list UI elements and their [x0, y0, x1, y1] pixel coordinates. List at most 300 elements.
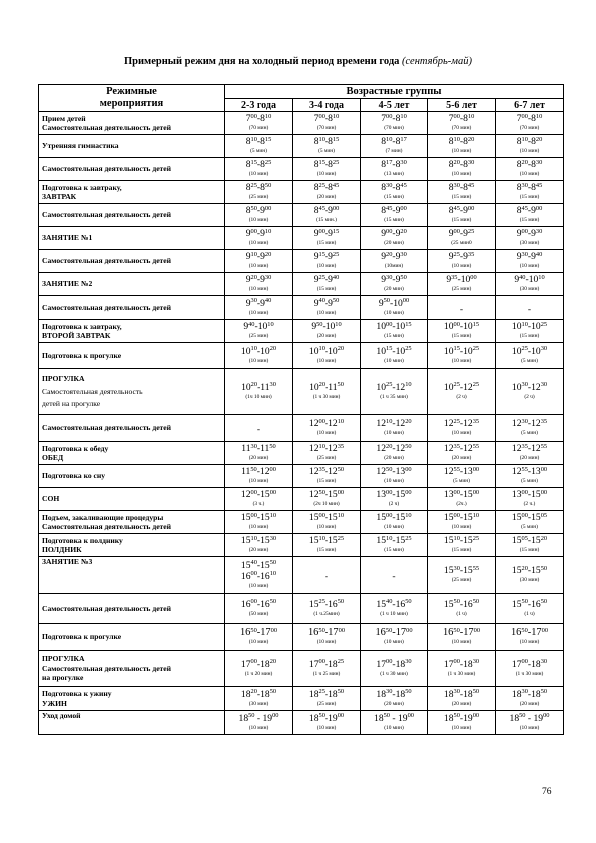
end-hour: 9 — [328, 297, 333, 309]
start-hour: 9 — [448, 251, 454, 263]
end-hour: 9 — [531, 205, 536, 217]
start-hour: 15 — [443, 565, 454, 577]
time-range — [496, 419, 563, 430]
start-minutes: 25 — [250, 181, 257, 189]
activity-cell — [39, 369, 225, 415]
end-hour: 17 — [531, 627, 542, 639]
end-hour: 16 — [328, 598, 338, 610]
end-hour: 8 — [260, 136, 265, 148]
duration-note: (15 мин) — [384, 217, 404, 224]
time-cell — [361, 557, 428, 594]
end-minutes: 50 — [540, 564, 548, 572]
time-range — [361, 206, 427, 217]
time-cell — [225, 135, 293, 158]
duration-note: (10 мин) — [384, 478, 404, 485]
start-minutes: 50 — [453, 626, 460, 634]
time-cell — [293, 158, 361, 181]
range-dash: - — [457, 274, 461, 286]
time-cell — [496, 557, 564, 594]
time-cell — [496, 711, 564, 735]
range-dash: - — [324, 443, 329, 455]
range-dash: - — [324, 228, 329, 240]
duration-note: (10 мин) — [519, 724, 540, 731]
end-minutes: 30 — [540, 658, 548, 666]
duration-note: (20 мин) — [519, 700, 540, 707]
time-range — [361, 160, 427, 171]
start-minutes: 00 — [318, 511, 325, 519]
end-hour: 12 — [395, 418, 406, 430]
time-range — [428, 513, 495, 524]
duration-note: (10 мин) — [451, 263, 472, 270]
start-hour: 7 — [381, 113, 386, 125]
range-dash: - — [256, 251, 261, 263]
end-minutes: 20 — [405, 417, 412, 425]
range-dash: - — [324, 535, 329, 547]
end-minutes: 10 — [467, 112, 475, 120]
range-dash: - — [392, 274, 396, 286]
end-hour: 9 — [463, 251, 468, 263]
activity-cell — [39, 320, 225, 343]
range-dash: - — [324, 598, 329, 610]
time-cell — [496, 112, 564, 135]
end-hour: 18 — [463, 658, 473, 670]
start-minutes: 50 — [386, 465, 393, 473]
time-cell — [225, 181, 293, 204]
start-minutes: 10 — [250, 250, 257, 258]
table-row — [39, 181, 564, 204]
time-range — [428, 347, 495, 358]
end-hour: 10 — [531, 345, 541, 357]
activity-label: Подготовка ко сну — [42, 471, 106, 481]
time-range — [496, 444, 563, 455]
start-minutes: 00 — [521, 511, 528, 519]
time-range — [361, 229, 427, 240]
end-minutes: 10 — [264, 227, 272, 235]
duration-note: (2 ч) — [388, 501, 400, 508]
table-row — [39, 320, 564, 343]
end-hour: 15 — [531, 535, 541, 547]
title-main: Примерный режим дня на холодный период времени года — [123, 56, 400, 67]
end-minutes: 15 — [264, 135, 272, 143]
start-minutes: 25 — [318, 688, 325, 696]
activity-cell — [39, 624, 225, 651]
range-dash: - — [324, 136, 329, 148]
start-minutes: 10 — [250, 345, 257, 353]
activity-label: детей на прогулке — [42, 399, 101, 409]
time-range — [225, 114, 292, 125]
time-range — [428, 322, 495, 333]
start-minutes: 50 — [250, 626, 257, 634]
start-minutes: 17 — [386, 158, 393, 166]
end-hour: 8 — [260, 182, 265, 194]
activity-cell — [39, 465, 225, 488]
range-dash: - — [392, 443, 396, 455]
end-hour: 12 — [328, 466, 338, 478]
end-hour: 9 — [463, 228, 468, 240]
duration-note: (10 мин) — [384, 639, 404, 646]
end-minutes: 15 — [405, 320, 412, 328]
time-cell — [361, 135, 428, 158]
range-dash: - — [392, 658, 396, 670]
end-minutes: 25 — [264, 158, 272, 166]
start-minutes: 55 — [453, 465, 460, 473]
time-cell — [293, 273, 361, 296]
start-minutes: 00 — [521, 112, 528, 120]
end-hour: 12 — [463, 418, 473, 430]
header-age-3: 5-6 лет — [428, 99, 496, 112]
time-cell — [293, 135, 361, 158]
activity-label: ЗАНЯТИЕ №2 — [42, 279, 93, 289]
time-cell — [361, 273, 428, 296]
start-minutes: 20 — [250, 381, 258, 389]
time-range — [293, 347, 360, 358]
range-dash: - — [459, 489, 464, 501]
time-range — [496, 347, 563, 358]
duration-note: (10 мин) — [248, 524, 269, 531]
end-minutes: 35 — [540, 417, 548, 425]
end-hour: 13 — [395, 466, 406, 478]
time-cell — [496, 158, 564, 181]
start-minutes: 10 — [386, 534, 393, 542]
end-minutes: 55 — [472, 442, 480, 450]
start-hour: 9 — [313, 297, 319, 309]
start-hour: 10 — [376, 321, 386, 333]
end-hour: 8 — [395, 159, 401, 171]
time-range — [293, 714, 360, 725]
start-hour: 7 — [448, 113, 454, 125]
duration-note: (70 мин) — [451, 125, 472, 132]
time-cell — [428, 181, 496, 204]
range-dash: - — [392, 381, 396, 393]
time-cell — [496, 415, 564, 442]
time-range — [428, 183, 495, 194]
start-hour: 8 — [516, 159, 522, 171]
time-cell — [361, 343, 428, 369]
time-range — [293, 252, 360, 263]
start-minutes: 10 — [250, 135, 257, 143]
start-minutes: 30 — [386, 688, 393, 696]
time-cell — [225, 511, 293, 534]
table-row — [39, 557, 564, 594]
end-minutes: 50 — [269, 598, 277, 606]
start-minutes: 30 — [521, 417, 528, 425]
end-hour: 9 — [328, 228, 333, 240]
activity-cell — [39, 534, 225, 557]
end-hour: 15 — [463, 489, 473, 501]
start-minutes: 10 — [386, 135, 393, 143]
end-hour: 15 — [395, 512, 406, 524]
table-row — [39, 687, 564, 711]
range-dash: - — [256, 182, 261, 194]
end-minutes: 25 — [472, 381, 480, 389]
table-row — [39, 442, 564, 465]
end-hour: 9 — [328, 274, 333, 286]
activity-label: Подготовка к прогулке — [42, 632, 122, 642]
start-minutes: 55 — [521, 465, 528, 473]
start-hour: 12 — [308, 443, 319, 455]
end-hour: 8 — [531, 159, 536, 171]
range-dash: - — [527, 321, 532, 333]
table-row — [39, 369, 564, 415]
end-hour: 8 — [531, 136, 536, 148]
end-hour: 19 — [398, 712, 408, 724]
range-dash: - — [527, 113, 532, 125]
time-range — [361, 252, 427, 263]
activity-cell — [39, 227, 225, 250]
time-cell — [361, 158, 428, 181]
range-dash: - — [459, 205, 464, 217]
start-minutes: 25 — [453, 417, 460, 425]
time-cell — [225, 250, 293, 273]
time-cell — [428, 465, 496, 488]
end-minutes: 25 — [472, 534, 480, 542]
time-range — [428, 229, 495, 240]
start-minutes: 00 — [453, 488, 460, 496]
time-range — [225, 160, 292, 171]
table-row — [39, 273, 564, 296]
activity-label: УЖИН — [42, 698, 67, 708]
end-hour: 15 — [463, 535, 473, 547]
time-range — [361, 714, 427, 725]
table-row — [39, 651, 564, 687]
start-hour: 18 — [238, 712, 249, 724]
range-dash: - — [324, 297, 329, 309]
time-cell — [225, 534, 293, 557]
duration-note: (5 мин) — [521, 524, 538, 531]
time-range — [225, 628, 292, 639]
start-minutes: 30 — [386, 273, 393, 281]
duration-note: (1 ч.25мин) — [313, 610, 340, 617]
end-minutes: 50 — [405, 442, 412, 450]
start-hour: 16 — [510, 627, 522, 639]
end-minutes: 30 — [540, 381, 548, 389]
end-minutes: 55 — [472, 564, 480, 572]
end-minutes: 20 — [269, 345, 277, 353]
end-hour: 10 — [393, 297, 403, 309]
table-row — [39, 511, 564, 534]
start-hour: 17 — [240, 658, 251, 670]
duration-note: (15 мин) — [384, 547, 404, 554]
start-hour: 7 — [313, 113, 319, 125]
end-hour: 8 — [260, 159, 265, 171]
table-body — [39, 112, 564, 735]
start-hour: 12 — [511, 443, 522, 455]
range-dash: - — [256, 113, 261, 125]
end-hour: 8 — [395, 113, 401, 125]
activity-label: ЗАНЯТИЕ №3 — [42, 557, 93, 566]
end-minutes: 50 — [472, 598, 480, 606]
activity-label: на прогулке — [42, 673, 84, 683]
end-hour: 10 — [325, 321, 336, 333]
start-minutes: 40 — [250, 559, 257, 567]
activity-label: СОН — [42, 494, 60, 504]
duration-note: (1ч 10 мин) — [245, 393, 272, 400]
start-hour: 15 — [511, 535, 522, 547]
time-range — [361, 536, 427, 547]
start-hour: 17 — [511, 658, 522, 670]
time-cell — [428, 534, 496, 557]
start-hour: 8 — [245, 182, 251, 194]
start-minutes: 50 — [316, 320, 323, 328]
start-hour: 10 — [511, 381, 522, 393]
end-hour: 18 — [328, 658, 338, 670]
end-minutes: 00 — [400, 204, 407, 212]
start-hour: 9 — [378, 297, 384, 309]
end-hour: 12 — [395, 443, 406, 455]
time-cell — [361, 320, 428, 343]
start-hour: 16 — [240, 570, 251, 582]
start-hour: 12 — [376, 466, 386, 478]
duration-note: (13 мин) — [384, 171, 404, 178]
start-hour: 8 — [448, 182, 454, 194]
activity-label: Подготовка к завтраку, — [42, 182, 122, 192]
start-minutes: 00 — [453, 511, 460, 519]
duration-note: (1 ч 30 мин) — [312, 393, 341, 400]
time-cell — [428, 296, 496, 320]
end-minutes: 25 — [405, 534, 412, 542]
table-row — [39, 415, 564, 442]
time-range — [225, 513, 292, 524]
start-hour: 18 — [511, 688, 522, 700]
end-hour: 8 — [463, 159, 468, 171]
end-hour: 8 — [260, 113, 265, 125]
time-range — [361, 275, 427, 286]
start-hour: 8 — [313, 159, 319, 171]
end-minutes: 50 — [472, 688, 480, 696]
start-hour: 12 — [376, 443, 386, 455]
range-dash: - — [525, 274, 529, 286]
duration-note: (10 мин) — [384, 357, 404, 364]
start-minutes: 50 — [521, 598, 528, 606]
start-minutes: 50 — [318, 712, 325, 720]
start-hour: 8 — [381, 159, 386, 171]
time-cell — [293, 624, 361, 651]
start-hour: 9 — [381, 228, 386, 240]
start-hour: 10 — [241, 381, 251, 393]
time-range — [293, 299, 360, 310]
time-cell — [293, 296, 361, 320]
start-hour: 8 — [381, 205, 386, 217]
end-hour: 9 — [328, 251, 333, 263]
range-dash: - — [527, 251, 532, 263]
range-dash: - — [459, 658, 464, 670]
end-minutes: 25 — [332, 158, 340, 166]
duration-note: (25 мин) — [248, 333, 269, 340]
time-range — [225, 490, 292, 501]
duration-note: (10 мин) — [384, 309, 404, 316]
end-hour: 15 — [260, 512, 270, 524]
activity-label: ЗАНЯТИЕ №1 — [42, 233, 93, 243]
time-range — [496, 690, 563, 701]
start-hour: 12 — [511, 466, 522, 478]
start-hour: 8 — [381, 182, 386, 194]
duration-note: (20 мин) — [316, 333, 337, 340]
start-hour: 15 — [511, 598, 522, 610]
end-minutes: 00 — [338, 626, 346, 634]
end-minutes: 30 — [400, 250, 407, 258]
end-hour: 18 — [531, 688, 541, 700]
time-cell — [361, 711, 428, 735]
start-hour: 9 — [245, 228, 251, 240]
duration-note: (10 мин) — [316, 309, 337, 316]
start-minutes: 00 — [250, 570, 257, 578]
table-row — [39, 296, 564, 320]
duration-note: (70 мин) — [519, 125, 540, 132]
time-range — [428, 714, 495, 725]
range-dash: - — [527, 489, 532, 501]
activity-label: Подготовка к прогулке — [42, 350, 122, 360]
start-minutes: 30 — [453, 688, 460, 696]
start-hour: 18 — [443, 688, 454, 700]
time-range — [428, 419, 495, 430]
end-minutes: 55 — [540, 442, 548, 450]
time-range — [428, 690, 495, 701]
end-hour: 10 — [460, 274, 471, 286]
time-range — [293, 383, 360, 394]
end-minutes: 10 — [400, 112, 407, 120]
duration-note: (1 ч 35 мин) — [380, 393, 408, 400]
time-cell — [496, 651, 564, 687]
time-range — [496, 114, 563, 125]
activity-cell — [39, 511, 225, 534]
start-hour: 17 — [443, 658, 454, 670]
end-minutes: 00 — [543, 712, 550, 720]
start-hour: 8 — [516, 182, 522, 194]
end-minutes: 30 — [400, 158, 407, 166]
start-minutes: 00 — [386, 511, 393, 519]
time-cell — [496, 534, 564, 557]
time-cell — [293, 557, 361, 594]
time-range — [361, 690, 427, 701]
end-hour: 18 — [463, 688, 473, 700]
range-dash: - — [324, 658, 329, 670]
start-minutes: 20 — [521, 564, 528, 572]
activity-cell — [39, 343, 225, 369]
end-minutes: 50 — [332, 297, 340, 305]
start-hour: 8 — [448, 159, 454, 171]
end-minutes: 00 — [540, 488, 548, 496]
start-hour: 17 — [376, 658, 386, 670]
start-minutes: 30 — [453, 564, 460, 572]
time-cell — [293, 511, 361, 534]
start-hour: 8 — [313, 205, 319, 217]
range-dash: - — [527, 345, 532, 357]
end-minutes: 10 — [335, 320, 342, 328]
range-dash: - — [322, 321, 326, 333]
time-cell — [496, 442, 564, 465]
range-dash: - — [459, 321, 464, 333]
end-minutes: 25 — [337, 658, 345, 666]
range-dash: - — [254, 321, 258, 333]
end-hour: 13 — [463, 466, 473, 478]
time-range — [293, 114, 360, 125]
end-hour: 12 — [328, 443, 338, 455]
activity-label: Подготовка к завтраку, — [42, 321, 122, 331]
end-hour: 15 — [260, 559, 270, 571]
start-minutes: 45 — [521, 204, 528, 212]
start-minutes: 10 — [386, 417, 393, 425]
time-cell — [293, 112, 361, 135]
end-minutes: 00 — [337, 488, 345, 496]
range-dash: - — [256, 136, 261, 148]
start-minutes: 10 — [318, 442, 325, 450]
start-hour: 10 — [443, 345, 454, 357]
range-dash: - — [256, 688, 261, 700]
duration-note: (15 мин) — [519, 333, 540, 340]
end-hour: 15 — [328, 512, 338, 524]
table-row — [39, 250, 564, 273]
time-cell — [293, 488, 361, 511]
